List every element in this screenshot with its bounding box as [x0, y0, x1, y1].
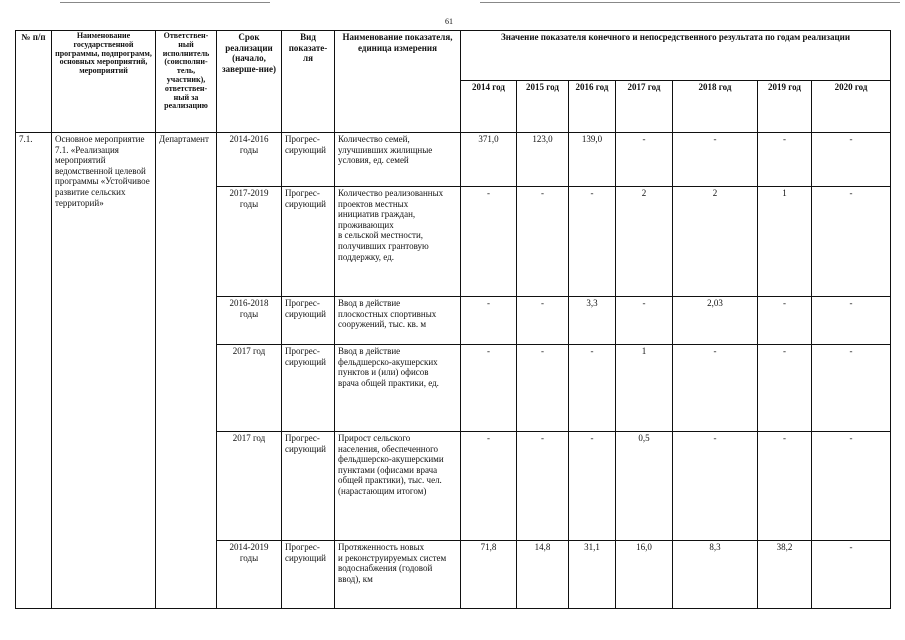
value-2015: -: [517, 187, 569, 297]
value-2019: -: [758, 133, 812, 187]
col-header-responsible: Ответствен-ный исполнитель (соисполни-тель, участник), ответствен-ный за реализацию: [156, 31, 217, 133]
row-indicator-name: Количество семей, улучшивших жилищные условия, ед. семей: [335, 133, 461, 187]
row-indicator-name: Ввод в действие фельдшерско-акушерских пунктов и (или) офисов врача общей практики, ед.: [335, 345, 461, 432]
value-2015: 123,0: [517, 133, 569, 187]
value-2016: 31,1: [569, 541, 616, 609]
item-name: Основное мероприятие 7.1. «Реализация мероприятий ведомственной целевой программы «Устойчивое развитие сельских территорий»: [52, 133, 156, 609]
value-2019: -: [758, 297, 812, 345]
value-2014: -: [461, 345, 517, 432]
header-row: [16, 31, 891, 81]
col-header-values-group: Значение показателя конечного и непосредственного результата по годам реализации: [461, 31, 891, 81]
value-2018: -: [673, 133, 758, 187]
value-2017: 1: [616, 345, 673, 432]
col-header-period: Срок реализации (начало, заверше-ние): [217, 31, 282, 133]
row-indicator-type: Прогрес-сирующий: [282, 133, 335, 187]
year-header-2019: 2019 год: [758, 81, 812, 133]
row-indicator-name: Количество реализованных проектов местных инициатив граждан, проживающих в сельской местности, получивших грантовую поддержку, ед.: [335, 187, 461, 297]
row-indicator-name: Прирост сельского населения, обеспеченного фельдшерско-акушерскими пунктами (офисами врача общей практики), тыс. чел. (нарастающим итогом): [335, 432, 461, 541]
value-2016: -: [569, 432, 616, 541]
row-period: 2017 год: [217, 345, 282, 432]
col-header-indicator-type: Вид показате-ля: [282, 31, 335, 133]
value-2015: -: [517, 432, 569, 541]
row-indicator-type: Прогрес-сирующий: [282, 541, 335, 609]
row-period: 2014-2019 годы: [217, 541, 282, 609]
col-header-program-name: Наименование государственной программы, подпрограмм, основных мероприятий, мероприятий: [52, 31, 156, 133]
value-2014: -: [461, 187, 517, 297]
value-2018: -: [673, 345, 758, 432]
top-border-line: [60, 2, 270, 3]
value-2019: -: [758, 345, 812, 432]
value-2014: 371,0: [461, 133, 517, 187]
value-2014: -: [461, 297, 517, 345]
value-2014: -: [461, 432, 517, 541]
value-2018: 8,3: [673, 541, 758, 609]
value-2017: 0,5: [616, 432, 673, 541]
row-indicator-type: Прогрес-сирующий: [282, 297, 335, 345]
value-2017: 16,0: [616, 541, 673, 609]
value-2018: 2,03: [673, 297, 758, 345]
row-indicator-type: Прогрес-сирующий: [282, 432, 335, 541]
value-2015: -: [517, 345, 569, 432]
row-period: 2017-2019 годы: [217, 187, 282, 297]
value-2020: -: [812, 345, 891, 432]
row-indicator-name: Протяженность новых и реконструируемых систем водоснабжения (годовой ввод), км: [335, 541, 461, 609]
col-header-indicator-name: Наименование показателя, единица измерения: [335, 31, 461, 133]
value-2020: -: [812, 187, 891, 297]
value-2020: -: [812, 297, 891, 345]
year-header-2016: 2016 год: [569, 81, 616, 133]
value-2017: 2: [616, 187, 673, 297]
value-2020: -: [812, 541, 891, 609]
col-header-num: № п/п: [16, 31, 52, 133]
year-header-2017: 2017 год: [616, 81, 673, 133]
year-header-2015: 2015 год: [517, 81, 569, 133]
value-2016: -: [569, 345, 616, 432]
indicators-table: [15, 30, 891, 609]
value-2017: -: [616, 297, 673, 345]
value-2016: 3,3: [569, 297, 616, 345]
top-border-line: [480, 2, 900, 3]
row-period: 2016-2018 годы: [217, 297, 282, 345]
value-2016: 139,0: [569, 133, 616, 187]
value-2017: -: [616, 133, 673, 187]
table-row: [16, 133, 891, 187]
year-header-2020: 2020 год: [812, 81, 891, 133]
value-2020: -: [812, 432, 891, 541]
item-number: 7.1.: [16, 133, 52, 609]
value-2015: 14,8: [517, 541, 569, 609]
year-header-2014: 2014 год: [461, 81, 517, 133]
value-2018: -: [673, 432, 758, 541]
value-2019: -: [758, 432, 812, 541]
value-2015: -: [517, 297, 569, 345]
row-period: 2017 год: [217, 432, 282, 541]
item-responsible: Департамент: [156, 133, 217, 609]
year-header-2018: 2018 год: [673, 81, 758, 133]
value-2014: 71,8: [461, 541, 517, 609]
row-period: 2014-2016 годы: [217, 133, 282, 187]
page-number: 61: [445, 17, 453, 26]
value-2016: -: [569, 187, 616, 297]
value-2020: -: [812, 133, 891, 187]
row-indicator-name: Ввод в действие плоскостных спортивных сооружений, тыс. кв. м: [335, 297, 461, 345]
row-indicator-type: Прогрес-сирующий: [282, 345, 335, 432]
value-2019: 1: [758, 187, 812, 297]
value-2018: 2: [673, 187, 758, 297]
value-2019: 38,2: [758, 541, 812, 609]
row-indicator-type: Прогрес-сирующий: [282, 187, 335, 297]
